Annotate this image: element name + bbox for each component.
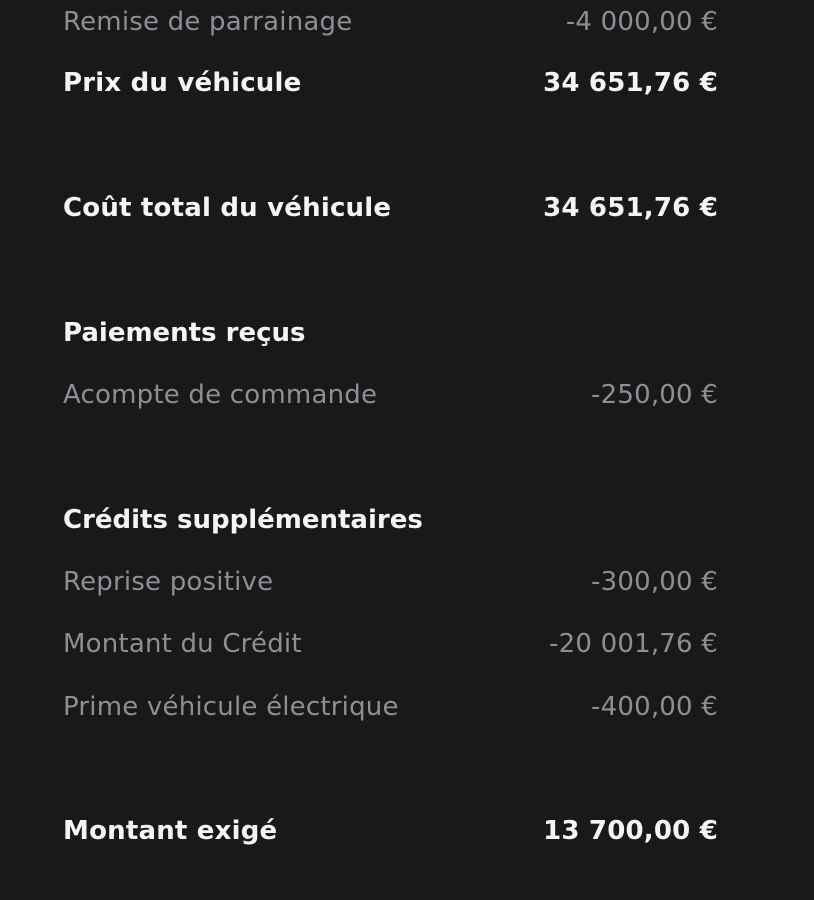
- trade-in-label: Reprise positive: [63, 567, 274, 597]
- credit-amount-value: -20 001,76 €: [549, 629, 718, 659]
- referral-discount-row: [63, 2, 718, 42]
- total-cost-row: [63, 188, 718, 228]
- amount-due-label: Montant exigé: [63, 816, 278, 846]
- vehicle-price-amount: 34 651,76 €: [543, 68, 718, 98]
- referral-discount-amount: -4 000,00 €: [565, 7, 718, 37]
- payments-received-title: Paiements reçus: [63, 318, 306, 348]
- vehicle-price-label: Prix du véhicule: [63, 68, 302, 98]
- ev-bonus-label: Prime véhicule électrique: [63, 692, 399, 722]
- total-cost-amount: 34 651,76 €: [543, 193, 718, 223]
- trade-in-amount: -300,00 €: [591, 567, 718, 597]
- credit-amount-row: [63, 624, 718, 664]
- credit-amount-label: Montant du Crédit: [63, 629, 302, 659]
- additional-credits-title: Crédits supplémentaires: [63, 505, 423, 535]
- order-deposit-row: [63, 375, 718, 415]
- vehicle-price-row: [63, 63, 718, 103]
- ev-bonus-row: [63, 687, 718, 727]
- trade-in-row: [63, 562, 718, 602]
- order-deposit-amount: -250,00 €: [591, 380, 718, 410]
- total-cost-label: Coût total du véhicule: [63, 193, 392, 223]
- amount-due-row: [63, 811, 718, 851]
- order-deposit-label: Acompte de commande: [63, 380, 378, 410]
- referral-discount-label: Remise de parrainage: [63, 7, 353, 37]
- ev-bonus-amount: -400,00 €: [591, 692, 718, 722]
- amount-due-amount: 13 700,00 €: [543, 816, 718, 846]
